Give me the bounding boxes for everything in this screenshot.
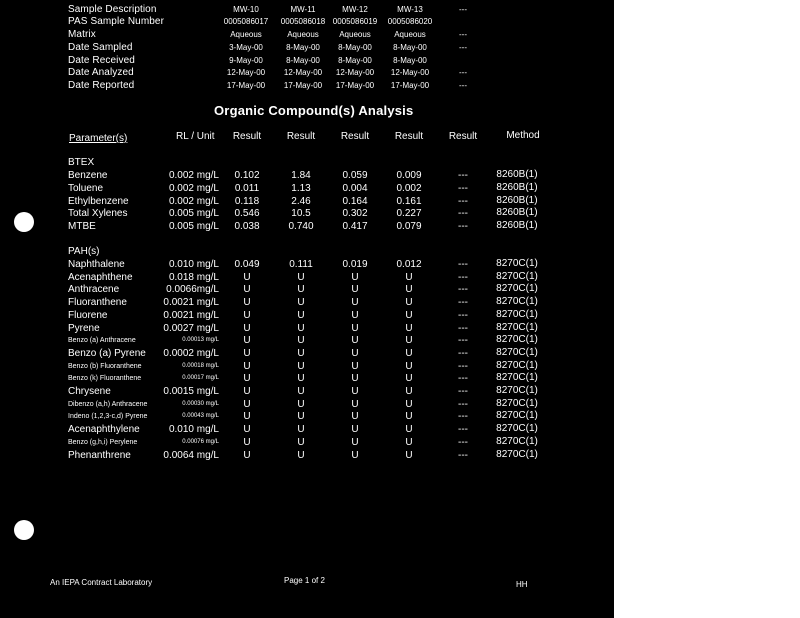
result-cell: U [351, 297, 359, 308]
parameter-name: Benzo (k) Fluoranthene [68, 375, 142, 382]
rl-unit: 0.002 mg/L [168, 183, 219, 194]
header-value: 17-May-00 [283, 81, 323, 90]
result-cell: U [297, 335, 305, 346]
result-cell: U [351, 386, 359, 397]
result-cell: U [405, 310, 413, 321]
method-cell: 8270C(1) [496, 398, 538, 409]
result-cell: U [297, 437, 305, 448]
method-cell: 8270C(1) [496, 309, 538, 320]
result-cell: --- [458, 437, 468, 448]
method-cell: 8270C(1) [496, 283, 538, 294]
rl-unit: 0.002 mg/L [168, 170, 219, 181]
result-cell: U [243, 399, 251, 410]
method-cell: 8270C(1) [496, 347, 538, 358]
method-cell: 8260B(1) [496, 169, 538, 180]
parameter-name: Phenanthrene [68, 450, 131, 461]
result-cell: U [243, 437, 251, 448]
result-cell: 0.417 [342, 221, 368, 232]
parameter-name: Dibenzo (a,h) Anthracene [68, 401, 148, 408]
parameter-name: Anthracene [68, 284, 120, 295]
column-header-method: Method [506, 130, 540, 141]
result-cell: --- [458, 221, 468, 232]
header-value: Aqueous [339, 30, 371, 39]
rl-unit: 0.00013 mg/L [182, 337, 219, 343]
result-cell: 0.059 [342, 170, 368, 181]
result-cell: U [243, 450, 251, 461]
result-cell: 2.46 [291, 196, 311, 207]
result-cell: 0.111 [289, 259, 313, 270]
rl-unit: 0.00030 mg/L [182, 401, 219, 407]
header-value: --- [459, 5, 467, 14]
rl-unit: 0.00017 mg/L [182, 375, 219, 381]
result-cell: --- [458, 399, 468, 410]
result-cell: --- [458, 284, 468, 295]
rl-unit: 0.0066mg/L [166, 284, 219, 295]
result-cell: --- [458, 450, 468, 461]
header-value: --- [459, 43, 467, 52]
header-value: MW-11 [290, 5, 316, 14]
header-label: PAS Sample Number [68, 16, 164, 27]
header-label: Matrix [68, 29, 96, 40]
parameter-name: Naphthalene [68, 259, 125, 270]
result-cell: --- [458, 272, 468, 283]
result-cell: 0.019 [342, 259, 368, 270]
header-value: 12-May-00 [335, 68, 375, 77]
method-cell: 8270C(1) [496, 271, 538, 282]
result-cell: U [405, 348, 413, 359]
result-cell: 1.13 [291, 183, 311, 194]
method-cell: 8270C(1) [496, 385, 538, 396]
parameter-name: MTBE [68, 221, 96, 232]
header-value: 17-May-00 [226, 81, 266, 90]
result-cell: U [405, 323, 413, 334]
header-label: Sample Description [68, 4, 157, 15]
punch-hole [14, 212, 34, 232]
header-value: 9-May-00 [229, 56, 263, 65]
rl-unit: 0.018 mg/L [168, 272, 219, 283]
result-cell: U [351, 450, 359, 461]
parameter-name: Benzene [68, 170, 108, 181]
method-cell: 8270C(1) [496, 258, 538, 269]
result-cell: U [243, 424, 251, 435]
result-cell: --- [458, 335, 468, 346]
column-header-result: Result [448, 131, 478, 142]
result-cell: U [297, 424, 305, 435]
method-cell: 8270C(1) [496, 436, 538, 447]
header-value: 17-May-00 [335, 81, 375, 90]
result-cell: U [351, 323, 359, 334]
header-label: Date Sampled [68, 42, 133, 53]
header-value: MW-12 [342, 5, 368, 14]
rl-unit: 0.00043 mg/L [182, 413, 219, 419]
parameter-name: Benzo (a) Anthracene [68, 337, 136, 344]
rl-unit: 0.0027 mg/L [163, 323, 219, 334]
result-cell: --- [458, 297, 468, 308]
result-cell: 0.049 [234, 259, 260, 270]
result-cell: U [297, 399, 305, 410]
header-value: 8-May-00 [393, 56, 427, 65]
result-cell: 0.038 [234, 221, 260, 232]
header-value: 8-May-00 [338, 43, 372, 52]
result-cell: U [351, 373, 359, 384]
rl-unit: 0.002 mg/L [168, 196, 219, 207]
header-value: 0005086018 [280, 17, 326, 26]
header-value: 3-May-00 [229, 43, 263, 52]
rl-unit: 0.010 mg/L [168, 259, 219, 270]
method-cell: 8260B(1) [496, 195, 538, 206]
parameter-name: Benzo (g,h,i) Perylene [68, 439, 138, 446]
method-cell: 8260B(1) [496, 207, 538, 218]
header-value: 0005086020 [387, 17, 433, 26]
parameter-name: Pyrene [68, 323, 100, 334]
header-value: Aqueous [394, 30, 426, 39]
result-cell: U [351, 411, 359, 422]
parameter-name: Acenaphthene [68, 272, 133, 283]
result-cell: 0.102 [234, 170, 260, 181]
result-cell: --- [458, 208, 468, 219]
result-cell: U [405, 297, 413, 308]
header-value: Aqueous [287, 30, 319, 39]
result-cell: U [351, 310, 359, 321]
result-cell: U [405, 399, 413, 410]
header-label: Date Reported [68, 80, 135, 91]
result-cell: U [243, 284, 251, 295]
rl-unit: 0.005 mg/L [168, 208, 219, 219]
result-cell: --- [458, 323, 468, 334]
header-value: 12-May-00 [390, 68, 430, 77]
header-value: MW-10 [233, 5, 259, 14]
punch-hole [14, 520, 34, 540]
header-value: 0005086019 [332, 17, 378, 26]
column-header-result: Result [394, 131, 424, 142]
method-cell: 8270C(1) [496, 410, 538, 421]
result-cell: U [243, 272, 251, 283]
result-cell: U [297, 284, 305, 295]
method-cell: 8270C(1) [496, 423, 538, 434]
parameter-name: Indeno (1,2,3-c,d) Pyrene [68, 413, 148, 420]
parameter-name: Acenaphthylene [68, 424, 140, 435]
result-cell: U [351, 335, 359, 346]
column-header-result: Result [286, 131, 316, 142]
result-cell: --- [458, 170, 468, 181]
result-cell: U [297, 323, 305, 334]
header-value: --- [459, 81, 467, 90]
result-cell: U [243, 386, 251, 397]
method-cell: 8260B(1) [496, 182, 538, 193]
result-cell: 0.740 [288, 221, 314, 232]
group-heading: PAH(s) [68, 246, 100, 257]
column-header-result: Result [232, 131, 262, 142]
result-cell: U [297, 361, 305, 372]
rl-unit: 0.0021 mg/L [163, 310, 219, 321]
result-cell: --- [458, 386, 468, 397]
result-cell: U [297, 386, 305, 397]
rl-unit: 0.0021 mg/L [163, 297, 219, 308]
header-value: 8-May-00 [338, 56, 372, 65]
result-cell: U [351, 399, 359, 410]
result-cell: 0.118 [234, 196, 260, 207]
result-cell: 0.012 [396, 259, 422, 270]
result-cell: U [297, 373, 305, 384]
header-value: 12-May-00 [226, 68, 266, 77]
footer-lab-note: An IEPA Contract Laboratory [50, 578, 153, 587]
result-cell: 0.161 [396, 196, 422, 207]
result-cell: 0.079 [396, 221, 422, 232]
result-cell: U [297, 272, 305, 283]
result-cell: --- [458, 411, 468, 422]
method-cell: 8270C(1) [496, 372, 538, 383]
result-cell: U [405, 411, 413, 422]
result-cell: 0.546 [234, 208, 260, 219]
result-cell: U [351, 361, 359, 372]
result-cell: U [405, 361, 413, 372]
parameter-name: Fluoranthene [68, 297, 127, 308]
result-cell: U [297, 297, 305, 308]
result-cell: U [405, 424, 413, 435]
result-cell: U [243, 361, 251, 372]
report-title: Organic Compound(s) Analysis [214, 103, 414, 118]
rl-unit: 0.0015 mg/L [163, 386, 219, 397]
group-heading: BTEX [68, 157, 95, 168]
header-value: MW-13 [397, 5, 423, 14]
result-cell: U [405, 272, 413, 283]
rl-unit: 0.00076 mg/L [182, 439, 219, 445]
result-cell: U [405, 335, 413, 346]
method-cell: 8270C(1) [496, 360, 538, 371]
result-cell: U [243, 310, 251, 321]
result-cell: 0.227 [396, 208, 422, 219]
column-header-result: Result [340, 131, 370, 142]
result-cell: --- [458, 183, 468, 194]
result-cell: --- [458, 310, 468, 321]
header-value: 8-May-00 [286, 43, 320, 52]
header-value: 12-May-00 [283, 68, 323, 77]
parameter-name: Ethylbenzene [68, 196, 129, 207]
header-value: --- [459, 68, 467, 77]
result-cell: --- [458, 196, 468, 207]
result-cell: --- [458, 259, 468, 270]
parameter-name: Chrysene [68, 386, 111, 397]
result-cell: U [405, 373, 413, 384]
result-cell: U [405, 437, 413, 448]
result-cell: 0.009 [396, 170, 422, 181]
result-cell: 0.002 [396, 183, 422, 194]
result-cell: 0.004 [342, 183, 368, 194]
result-cell: 0.302 [342, 208, 368, 219]
result-cell: 1.84 [291, 170, 311, 181]
rl-unit: 0.0064 mg/L [163, 450, 219, 461]
footer-page-number: Page 1 of 2 [284, 576, 325, 585]
result-cell: --- [458, 424, 468, 435]
rl-unit: 0.005 mg/L [168, 221, 219, 232]
footer-initials: HH [516, 580, 528, 589]
header-value: --- [459, 30, 467, 39]
method-cell: 8270C(1) [496, 322, 538, 333]
parameter-name: Benzo (b) Fluoranthene [68, 363, 142, 370]
header-label: Date Analyzed [68, 67, 134, 78]
result-cell: U [297, 411, 305, 422]
result-cell: U [351, 272, 359, 283]
result-cell: 0.011 [234, 183, 260, 194]
method-cell: 8260B(1) [496, 220, 538, 231]
result-cell: U [297, 450, 305, 461]
method-cell: 8270C(1) [496, 296, 538, 307]
result-cell: 0.164 [342, 196, 368, 207]
result-cell: U [297, 348, 305, 359]
parameter-name: Total Xylenes [68, 208, 128, 219]
column-header-parameter: Parameter(s) [69, 133, 128, 144]
rl-unit: 0.010 mg/L [168, 424, 219, 435]
header-value: 8-May-00 [286, 56, 320, 65]
header-value: 0005086017 [223, 17, 269, 26]
result-cell: U [243, 335, 251, 346]
method-cell: 8270C(1) [496, 449, 538, 460]
result-cell: --- [458, 361, 468, 372]
result-cell: U [297, 310, 305, 321]
header-label: Date Received [68, 55, 135, 66]
header-value: Aqueous [230, 30, 262, 39]
header-value: 17-May-00 [390, 81, 430, 90]
rl-unit: 0.00018 mg/L [182, 363, 219, 369]
result-cell: U [243, 411, 251, 422]
result-cell: U [351, 284, 359, 295]
result-cell: U [405, 450, 413, 461]
result-cell: U [351, 348, 359, 359]
result-cell: --- [458, 373, 468, 384]
result-cell: U [351, 424, 359, 435]
parameter-name: Toluene [68, 183, 104, 194]
parameter-name: Benzo (a) Pyrene [68, 348, 146, 359]
result-cell: U [405, 284, 413, 295]
result-cell: U [243, 373, 251, 384]
rl-unit: 0.0002 mg/L [163, 348, 219, 359]
method-cell: 8270C(1) [496, 334, 538, 345]
header-value: 8-May-00 [393, 43, 427, 52]
column-header-rl-unit: RL / Unit [176, 131, 215, 142]
result-cell: U [243, 297, 251, 308]
result-cell: --- [458, 348, 468, 359]
result-cell: U [243, 323, 251, 334]
result-cell: U [351, 437, 359, 448]
parameter-name: Fluorene [68, 310, 108, 321]
result-cell: 10.5 [291, 208, 311, 219]
result-cell: U [243, 348, 251, 359]
result-cell: U [405, 386, 413, 397]
